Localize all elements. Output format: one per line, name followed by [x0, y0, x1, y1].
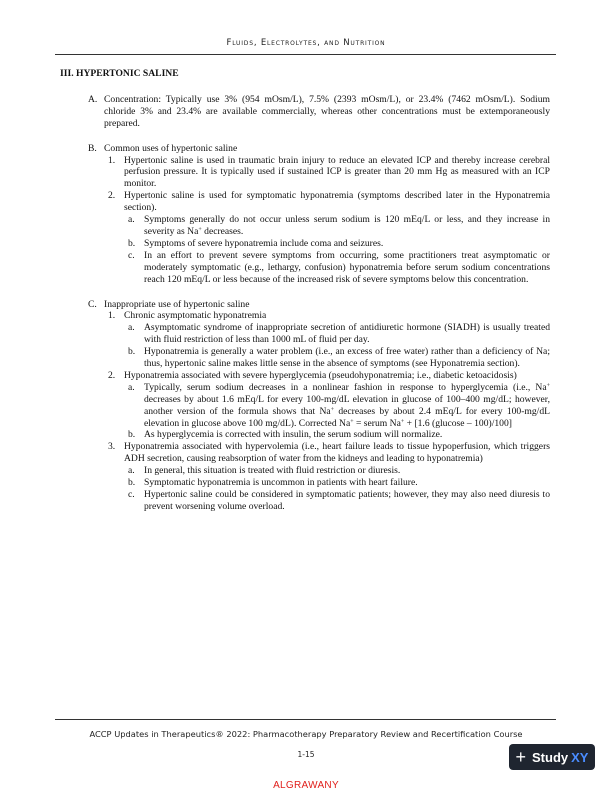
- item-text: In an effort to prevent severe symptoms from occurring, some practitioners treat asymptomatic or moderately symptomatic (e.g., lethargy, confusion) hyponatremia before serum sodium concentrations reach 120 mEq/L or less because of the increased risk of severe symptoms below this concentration.: [144, 249, 550, 285]
- item-C3c: [128, 489, 550, 513]
- superscript-plus: +: [400, 418, 405, 425]
- item-label: b.: [128, 346, 136, 358]
- item-text: Inappropriate use of hypertonic saline: [104, 298, 250, 310]
- item-label: B.: [88, 142, 97, 154]
- superscript-plus: +: [198, 226, 202, 233]
- item-text-part: decreases by about 1.6 mEq/L for every 100-mg/dL elevation in glucose of 100–400 mg/dL; however, another version of the formula shows that Na: [144, 393, 550, 417]
- item-label: c.: [128, 489, 135, 500]
- item-label: A.: [88, 93, 98, 105]
- item-label: 2.: [108, 190, 116, 202]
- item-text: Hyponatremia associated with hypervolemia (i.e., heart failure leads to tissue hypoperfusion, which triggers ADH secretion, causing reabsorption of water from the kidneys and leading to hyponatremia): [124, 441, 550, 465]
- item-label: c.: [128, 249, 135, 261]
- item-text: In general, this situation is treated with fluid restriction or diuresis.: [144, 465, 401, 477]
- item-text: Concentration: Typically use 3% (954 mOsm/L), 7.5% (2393 mOsm/L), or 23.4% (7462 mOsm/L). Sodium chloride 3% and 23.4% are available commercially, whereas other concentrations must be extemporaneously prepared.: [104, 93, 550, 129]
- item-C1: [108, 310, 550, 322]
- item-B2c: [128, 249, 550, 286]
- item-label: 2.: [108, 369, 116, 381]
- item-text: Hypertonic saline is used in traumatic brain injury to reduce an elevated ICP and thereby increase cerebral perfusion pressure. It is typically used if sustained ICP is greater than 20 mm Hg as measured with an ICP monitor.: [124, 154, 550, 190]
- watermark-text: ALGRAWANY: [273, 780, 339, 791]
- item-text: Hypertonic saline could be considered in symptomatic patients; however, they may also need diuresis to prevent worsening volume overload.: [144, 489, 550, 512]
- item-label: b.: [128, 237, 136, 249]
- item-text-part: decreases by about 2.4 mEq/L for every 100-mg/dL elevation in glucose above 100 mg/dL). Corrected Na: [144, 405, 550, 429]
- item-text-part: Typically, serum sodium decreases in a nonlinear fashion in response to hyperglycemia (i.e., Na: [144, 381, 547, 393]
- item-C1b: [128, 346, 550, 370]
- item-label: 1.: [108, 154, 116, 166]
- item-text-part: + [1.6 (glucose – 100)/100]: [404, 417, 512, 429]
- page-body: [60, 68, 550, 513]
- item-label: a.: [128, 322, 135, 334]
- superscript-plus: +: [350, 418, 354, 425]
- item-label: 3.: [108, 441, 116, 453]
- footer-course-title: ACCP Updates in Therapeutics® 2022: Pharmacotherapy Preparatory Review and Recertification Course: [89, 729, 523, 739]
- item-label: b.: [128, 429, 136, 441]
- item-C1a: [128, 322, 550, 346]
- item-B2a: [128, 214, 550, 238]
- item-label: C.: [88, 298, 97, 310]
- item-B: [88, 142, 550, 155]
- studyxy-badge[interactable]: [509, 744, 595, 770]
- item-B2b: [128, 237, 550, 250]
- item-B1: [108, 154, 550, 191]
- item-label: b.: [128, 477, 136, 489]
- item-label: 1.: [108, 310, 116, 322]
- item-C2a: [128, 381, 550, 430]
- item-A: [88, 93, 550, 130]
- item-text-part: Symptoms generally do not occur unless serum sodium is 120 mEq/L or less, and they increase in severity as Na: [144, 214, 550, 237]
- badge-study-text: Study: [532, 749, 569, 765]
- item-C3b: [128, 477, 550, 489]
- superscript-plus: +: [330, 406, 335, 413]
- item-C3: [108, 441, 550, 465]
- item-label: a.: [128, 465, 135, 477]
- header-rule: [55, 54, 556, 55]
- item-text: Symptomatic hyponatremia is uncommon in patients with heart failure.: [144, 477, 418, 489]
- item-label: a.: [128, 214, 135, 226]
- superscript-plus: +: [546, 382, 550, 389]
- item-label: a.: [128, 381, 135, 393]
- item-text: Common uses of hypertonic saline: [104, 142, 238, 154]
- section-title: III. HYPERTONIC SALINE: [60, 68, 179, 79]
- item-text: Hyponatremia associated with severe hyperglycemia (pseudohyponatremia; i.e., diabetic ketoacidosis): [124, 369, 517, 381]
- page-number: 1-15: [297, 750, 315, 759]
- item-text: As hyperglycemia is corrected with insulin, the serum sodium will normalize.: [144, 429, 443, 441]
- footer-rule: [55, 719, 556, 720]
- item-text: Asymptomatic syndrome of inappropriate secretion of antidiuretic hormone (SIADH) is usually treated with fluid restriction of less than 1000 mL of fluid per day.: [144, 322, 550, 346]
- badge-xy-text: XY: [571, 749, 589, 765]
- running-header: Fluids, Electrolytes, and Nutrition: [226, 38, 386, 48]
- item-text-part: decreases.: [201, 225, 244, 237]
- item-text: Hyponatremia is generally a water problem (i.e., an excess of free water) rather than a deficiency of Na; thus, hypertonic saline makes little sense in the absence of symptoms (see Hyponatremia section).: [144, 346, 550, 370]
- item-text: Chronic asymptomatic hyponatremia: [124, 310, 267, 322]
- item-C3a: [128, 465, 550, 477]
- item-C2b: [128, 429, 550, 441]
- item-C: [88, 298, 550, 311]
- item-text: Hypertonic saline is used for symptomatic hyponatremia (symptoms described later in the Hyponatremia section).: [124, 190, 550, 214]
- plus-icon: +: [515, 747, 527, 767]
- item-text-part: = serum Na: [353, 417, 401, 429]
- item-text: Symptoms of severe hyponatremia include coma and seizures.: [144, 237, 384, 249]
- item-C2: [108, 369, 550, 382]
- item-B2: [108, 190, 550, 214]
